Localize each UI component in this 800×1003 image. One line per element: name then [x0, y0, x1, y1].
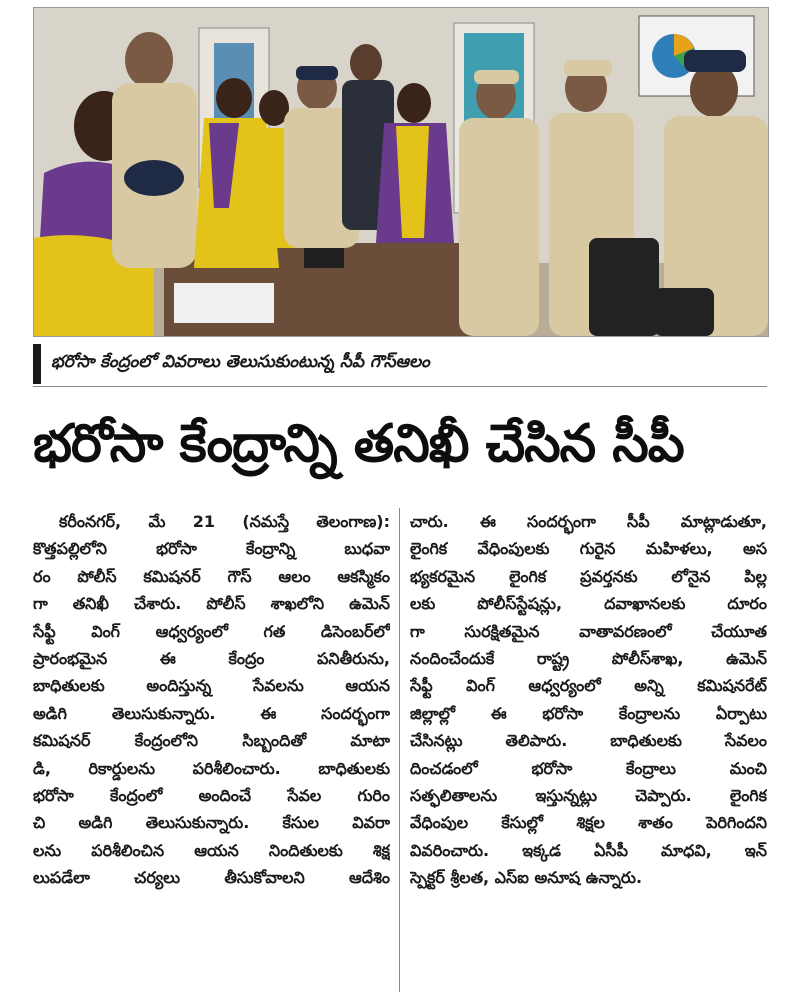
article-line: భరోసా కేంద్రంలో అందించే సేవల గురిం — [33, 785, 390, 805]
article-line: కరీంనగర్, మే 21 (నమస్తే తెలంగాణ): — [59, 512, 390, 531]
article-column-left — [33, 508, 400, 992]
headline: భరోసా కేంద్రాన్ని తనిఖీ చేసిన సీపీ — [33, 414, 684, 474]
article-line: అడిగి తెలుసుకున్నారు. ఈ సందర్భంగా — [33, 703, 390, 723]
article-line: స్పెక్టర్ శ్రీలత, ఎస్‌ఐ అనూష ఉన్నారు. — [410, 868, 643, 888]
article-line: రం పోలీస్ కమిషనర్ గౌస్ ఆలం ఆకస్మికం — [33, 566, 390, 586]
article-line: గా తనిఖీ చేశారు. పోలీస్ శాఖలోని ఉమెన్ — [33, 594, 390, 614]
article-line: ప్రారంభమైన ఈ కేంద్రం పనితీరును, — [33, 648, 390, 668]
article-line: గా సురక్షితమైన వాతావరణంలో చేయూత — [410, 621, 767, 641]
photo-officer-3-body — [459, 118, 539, 336]
article-line: కొత్తపల్లిలోని భరోసా కేంద్రాన్ని బుధవా — [33, 539, 390, 559]
article-line: బాధితులకు అందిస్తున్న సేవలను ఆయన — [33, 676, 390, 696]
article-line: లకు పోలీస్‌స్టేషన్లు, దవాఖానలకు దూరం — [410, 594, 767, 614]
photo-woman-2-head — [216, 78, 252, 118]
caption-marker — [33, 344, 41, 384]
photo-chair — [589, 238, 659, 336]
article-line: నందించేందుకే రాష్ట్ర పోలీస్‌శాఖ, ఉమెన్ — [410, 648, 767, 668]
photo-keyboard — [174, 283, 274, 323]
article-line: చారు. ఈ సందర్భంగా సీపీ మాట్లాడుతూ, — [410, 512, 767, 531]
article-line: డి, రికార్డులను పరిశీలించారు. బాధితులకు — [33, 758, 390, 778]
article-body — [33, 508, 767, 992]
photo-caption-row — [33, 342, 767, 387]
photo-woman-4-head — [397, 83, 431, 123]
article-line: దించడంలో భరోసా కేంద్రాలు మంచి — [410, 758, 767, 778]
photo-caption: భరోసా కేంద్రంలో వివరాలు తెలుసుకుంటున్న సీపీ గౌస్‌ఆలం — [51, 352, 430, 372]
photo-illustration — [34, 8, 768, 336]
news-photo — [33, 7, 769, 337]
article-line: లైంగిక వేధింపులకు గురైన మహిళలు, అస — [410, 539, 767, 559]
article-line: చి అడిగి తెలుసుకున్నారు. కేసుల వివరా — [33, 813, 390, 833]
article-column-right — [400, 508, 767, 992]
article-line: సేఫ్టీ వింగ్ ఆధ్వర్యంలో గత డిసెంబర్‌లో — [33, 621, 390, 641]
article-line: కమిషనర్ కేంద్రంలోని సిబ్బందితో మాటా — [33, 731, 390, 751]
article-line: సేఫ్టీ వింగ్ ఆధ్వర్యంలో అన్ని కమిషనరేట్ — [410, 676, 767, 696]
article-line: లుపడేలా చర్యలు తీసుకోవాలని ఆదేశిం — [33, 868, 390, 888]
article-line: లను పరిశీలించిన ఆయన నిందితులకు శిక్ష — [33, 840, 390, 860]
photo-officer-1-head — [125, 32, 173, 88]
article-line: భ్యకరమైన లైంగిక ప్రవర్తనకు లోనైన పిల్ల — [410, 566, 767, 586]
article-line: సత్ఫలితాలను ఇస్తున్నట్లు చెప్పారు. లైంగిక — [410, 785, 767, 805]
article-line: చేసినట్లు తెలిపారు. బాధితులకు సేవలం — [410, 731, 767, 751]
article-line: వివరించారు. ఇక్కడ ఏసీపీ మాధవి, ఇన్ — [410, 840, 767, 860]
photo-man-head — [350, 44, 382, 82]
article-line: జిల్లాల్లో ఈ భరోసా కేంద్రాలను ఏర్పాటు — [410, 703, 767, 723]
article-line: వేధింపుల కేసుల్లో శిక్షల శాతం పెరిగిందని — [410, 813, 767, 833]
